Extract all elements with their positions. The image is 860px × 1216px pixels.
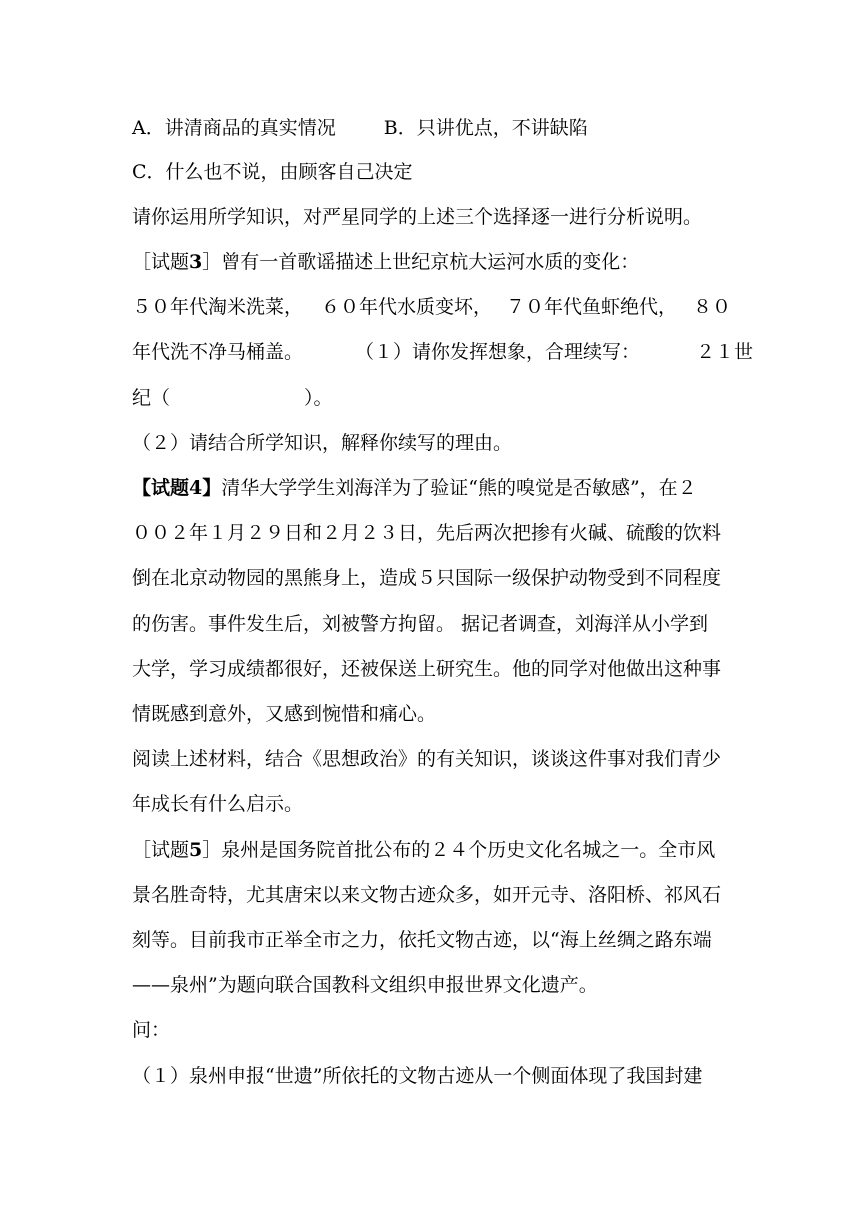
question-4-header: 【试题4】清华大学学生刘海洋为了验证“熊的嗅觉是否敏感”，在２: [132, 477, 697, 499]
paragraph-line: 年成长有什么启示。: [132, 793, 304, 815]
paragraph-line: 倒在北京动物园的黑熊身上，造成５只国际一级保护动物受到不同程度: [132, 567, 722, 589]
option-b: B．只讲优点，不讲缺陷: [383, 117, 588, 139]
question-3-part-2: （２）请结合所学知识，解释你续写的理由。: [132, 432, 513, 454]
answer-blank-line: 纪（ ）。: [132, 387, 333, 409]
paragraph-line: 情既感到意外，又感到惋惜和痛心。: [132, 703, 437, 725]
question-prompt: 请你运用所学知识，对严星同学的上述三个选择逐一进行分析说明。: [132, 206, 703, 228]
paragraph-line: 大学，学习成绩都很好，还被保送上研究生。他的同学对他做出这种事: [132, 658, 722, 680]
option-a: A．讲清商品的真实情况: [132, 117, 336, 139]
paragraph-line: ００２年１月２９日和２月２３日，先后两次把掺有火碱、硫酸的饮料: [132, 522, 722, 544]
question-3-header: ［试题3］曾有一首歌谣描述上世纪京杭大运河水质的变化：: [132, 251, 640, 273]
paragraph-line: 刻等。目前我市正举全市之力，依托文物古迹，以“海上丝绸之路东端: [132, 929, 712, 951]
ballad-line-1: ５０年代淘米洗菜， ６０年代水质变坏， ７０年代鱼虾绝代， ８０: [132, 296, 732, 318]
paragraph-line: 的伤害。事件发生后，刘被警方拘留。 据记者调查，刘海洋从小学到: [132, 613, 709, 635]
ballad-line-2: 年代洗不净马桶盖。 （１）请你发挥想象，合理续写： ２１世: [132, 341, 754, 363]
paragraph-line: ——泉州”为题向联合国教科文组织申报世界文化遗产。: [132, 974, 598, 996]
question-5-part-1: （１）泉州申报“世遗”所依托的文物古迹从一个侧面体现了我国封建: [132, 1065, 703, 1087]
option-c: C．什么也不说，由顾客自己决定: [132, 161, 413, 183]
question-5-header: ［试题5］泉州是国务院首批公布的２４个历史文化名城之一。全市风: [132, 839, 716, 861]
question-label: 问：: [132, 1019, 171, 1041]
option-line-ab: [132, 116, 588, 140]
paragraph-line: 景名胜奇特，尤其唐宋以来文物古迹众多，如开元寺、洛阳桥、祁风石: [132, 884, 722, 906]
paragraph-line: 阅读上述材料，结合《思想政治》的有关知识，谈谈这件事对我们青少: [132, 748, 722, 770]
